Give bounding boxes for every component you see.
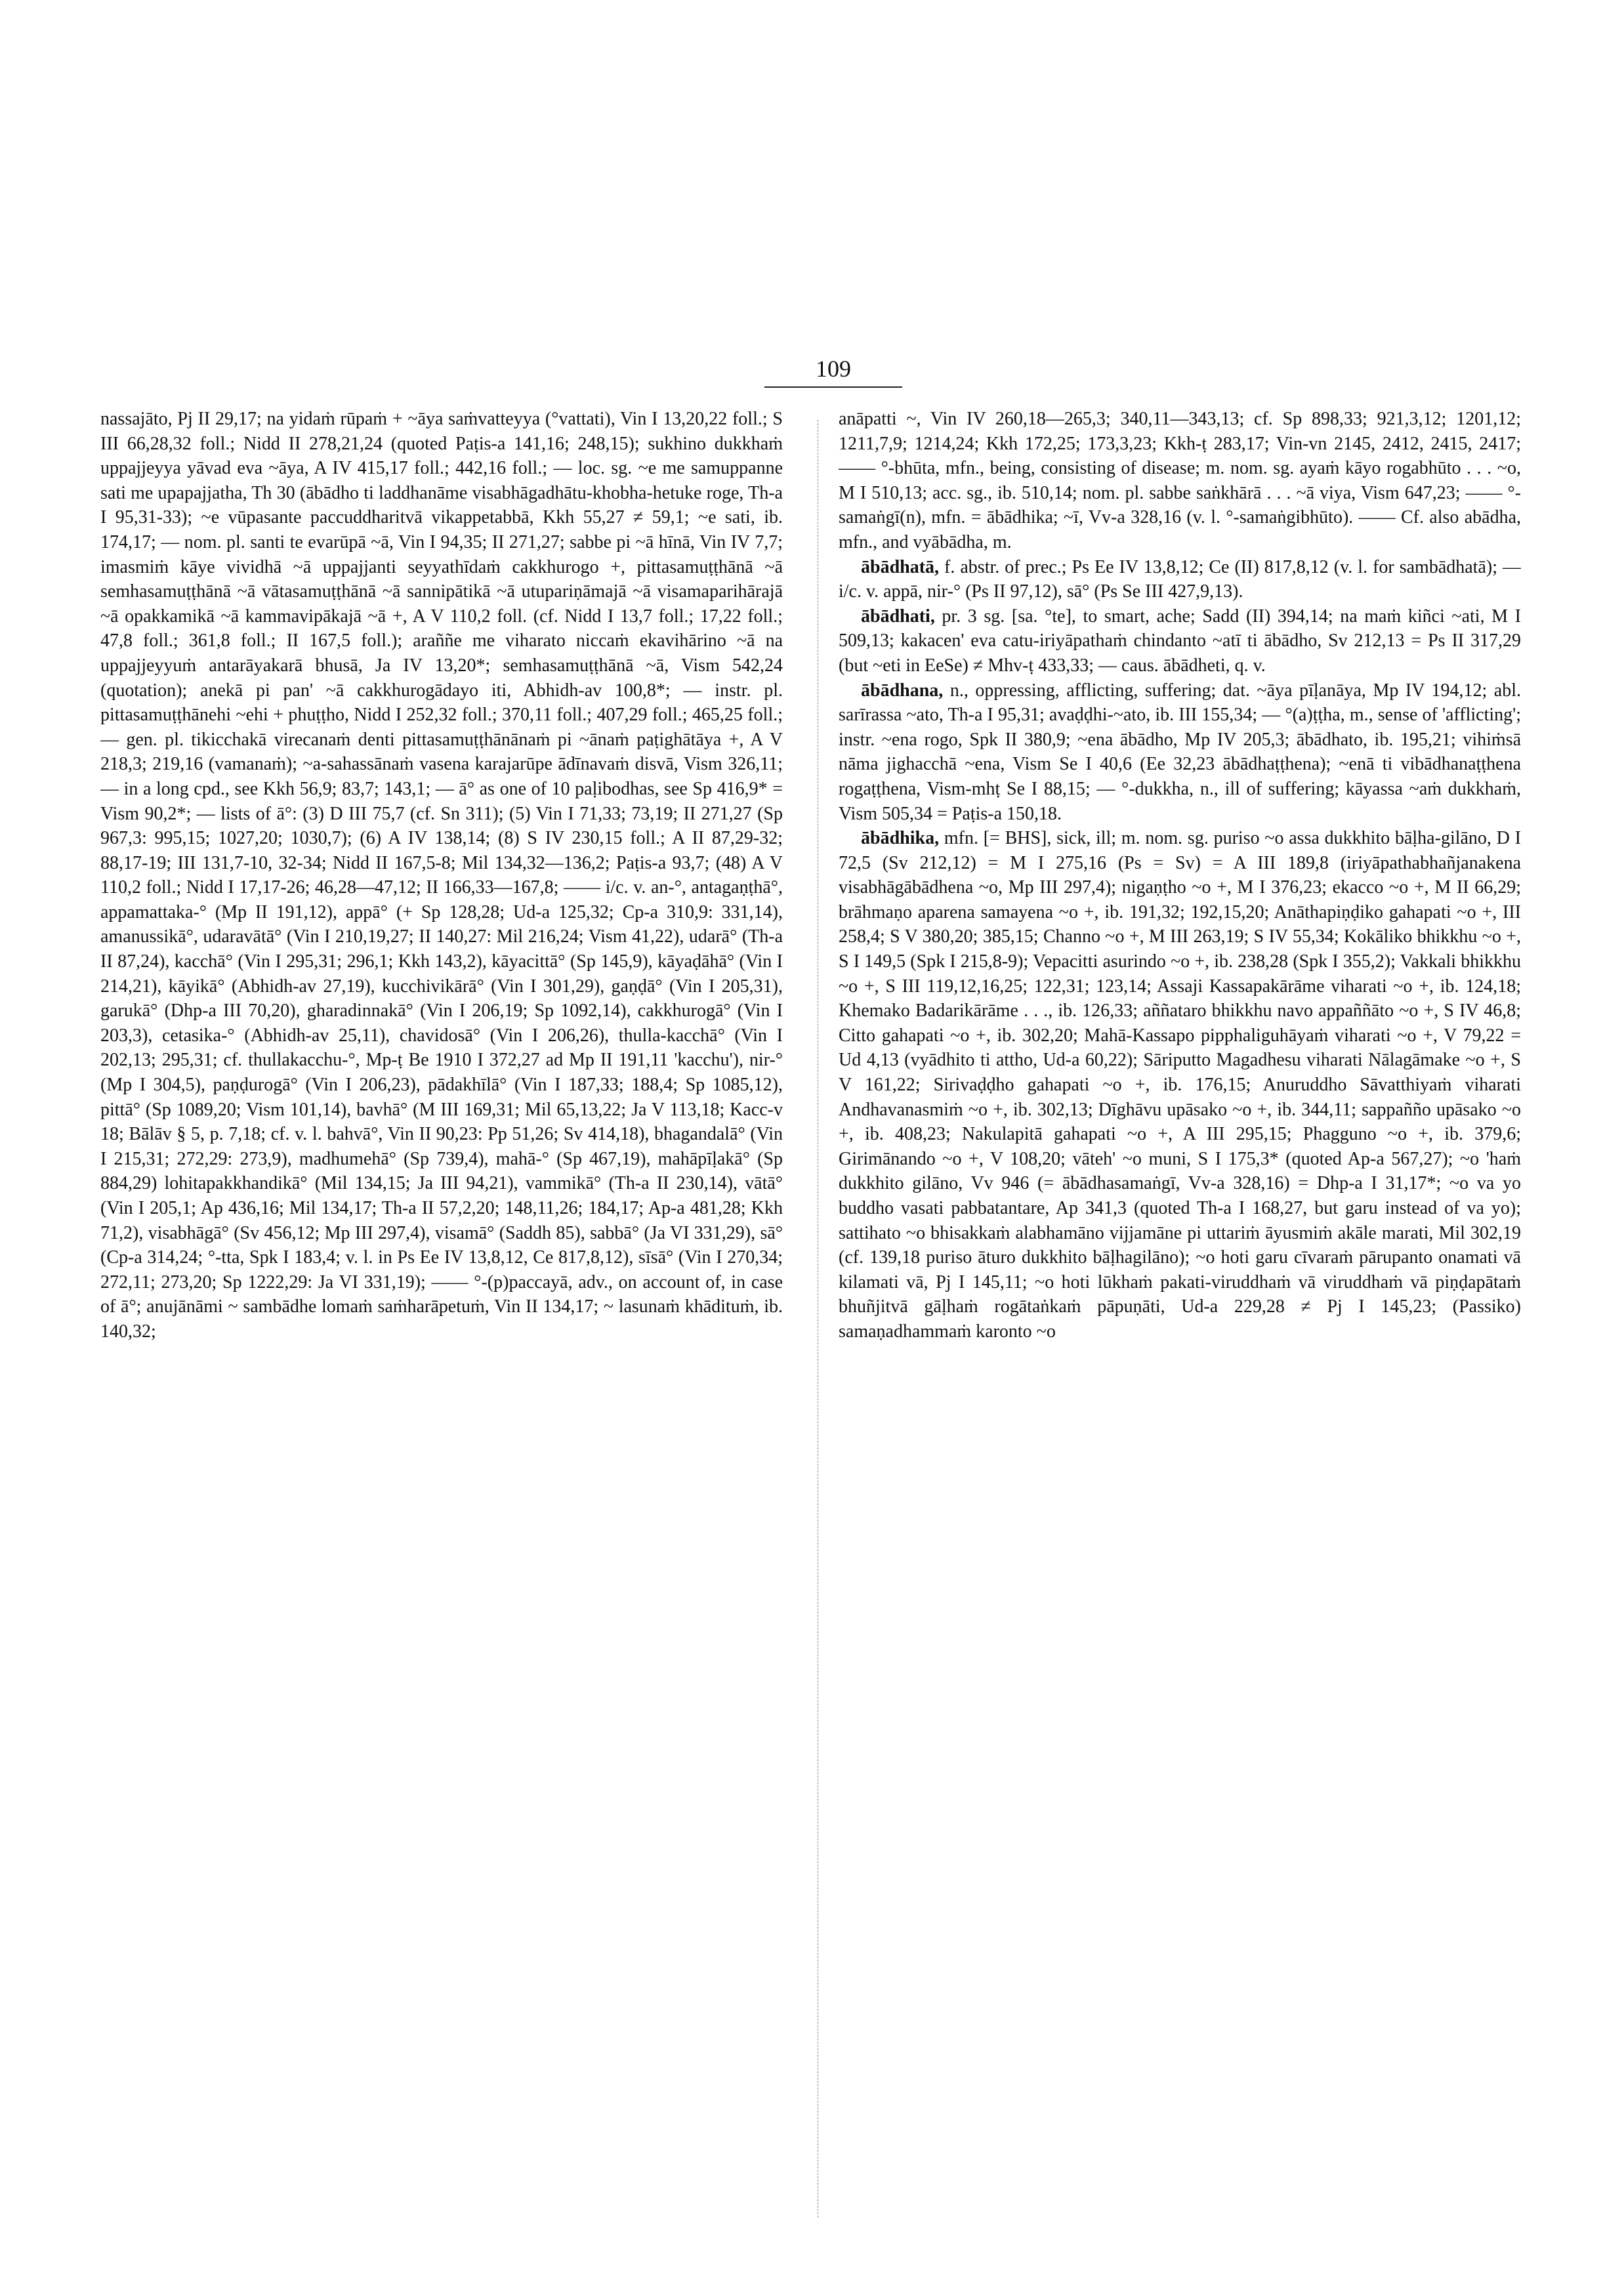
- dictionary-entry: [839, 678, 1521, 827]
- dictionary-entry: [839, 604, 1521, 678]
- entry-text: f. abstr. of prec.; Ps Ee IV 13,8,12; Ce (II) 817,8,12 (v. l. for sambādhatā); — i/c. v. appā, nir-° (Ps II 97,12), sā° (Ps Se III 427,9,13).: [839, 556, 1521, 602]
- entry-headword: ābādhati,: [861, 606, 935, 627]
- entry-text: nassajāto, Pj II 29,17; na yidaṁ rūpaṁ + ~āya saṁvatteyya (°vattati), Vin I 13,20,22 foll.; S III 66,28,32 foll.; Nidd II 278,21,24 (quoted Paṭis-a 141,16; 248,15); sukhino dukkhaṁ uppajjeyya yāvad eva ~āya, A IV 415,17 foll.; 442,16 foll.; — loc. sg. ~e me samuppanne sati me upapajjatha, Th 30 (ābādho ti laddhanāme visabhāgadhātu-khobha-hetuke roge, Th-a I 95,31-33); ~e vūpasante paccuddharitvā vikappetabbā, Kkh 55,27 ≠ 59,1; ~e sati, ib. 174,17; — nom. pl. santi te evarūpā ~ā, Vin I 94,35; II 271,27; sabbe pi ~ā hīnā, Vin IV 7,7; imasmiṁ kāye vividhā ~ā uppajjanti seyyathīdaṁ cakkhurogo +, pittasamuṭṭhānā ~ā semhasamuṭṭhānā ~ā vātasamuṭṭhānā ~ā sannipātikā ~ā utupariṇāmajā ~ā visamaparihārajā ~ā opakkamikā ~ā kammavipākajā ~ā +, A V 110,2 foll. (cf. Nidd I 13,7 foll.; 17,22 foll.; 47,8 foll.; 361,8 foll.; II 167,5 foll.); araññe me viharato niccaṁ ekavihārino ~ā na uppajjeyyuṁ antarāyakarā bhusā, Ja IV 13,20*; semhasamuṭṭhānā ~ā, Vism 542,24 (quotation); anekā pi pan' ~ā cakkhurogādayo iti, Abhidh-av 100,8*; — instr. pl. pittasamuṭṭhānehi ~ehi + phuṭṭho, Nidd I 252,32 foll.; 370,11 foll.; 407,29 foll.; 465,25 foll.; — gen. pl. tikicchakā virecanaṁ denti pittasamuṭṭhānānaṁ pi ~ānaṁ paṭighātāya +, A V 218,3; 219,16 (vamanaṁ); ~a-sahassānaṁ vasena karajarūpe ādīnavaṁ disvā, Vism 326,11; — in a long cpd., see Kkh 56,9; 83,7; 143,1; — ā° as one of 10 paḷibodhas, see Sp 416,9* = Vism 90,2*; — lists of ā°: (3) D III 75,7 (cf. Sn 311); (5) Vin I 71,33; 73,19; II 271,27 (Sp 967,3: 995,15; 1027,20; 1030,7); (6) A IV 138,14; (8) S IV 230,15 foll.; A II 87,29-32; 88,17-19; III 131,7-10, 32-34; Nidd II 167,5-8; Mil 134,32—136,2; Paṭis-a 93,7; (48) A V 110,2 foll.; Nidd I 17,17-26; 46,28—47,12; II 166,33—167,8; —— i/c. v. an-°, antagaṇṭhā°, appamattaka-° (Mp II 191,12), appā° (+ Sp 128,28; Ud-a 125,32; Cp-a 310,9: 331,14), amanussikā°, udaravātā° (Vin I 210,19,27; II 140,27: Mil 216,24; Vism 41,22), udarā° (Th-a II 87,24), kacchā° (Vin I 295,31; 296,1; Kkh 143,2), kāyacittā° (Sp 145,9), kāyaḍāhā° (Vin I 214,21), kāyikā° (Abhidh-av 27,19), kucchivikārā° (Vin I 301,29), gaṇḍā° (Vin I 205,31), garukā° (Dhp-a III 70,20), gharadinnakā° (Vin I 206,19; Sp 1092,14), cakkhurogā° (Vin I 203,3), cetasika-° (Abhidh-av 25,11), chavidosā° (Vin I 206,26), thulla-kacchā° (Vin I 202,13; 295,31; cf. thullakacchu-°, Mp-ṭ Be 1910 I 372,27 ad Mp II 191,11 'kacchu'), nir-° (Mp I 304,5), paṇḍurogā° (Vin I 206,23), pādakhīlā° (Vin I 187,33; 188,4; Sp 1085,12), pittā° (Sp 1089,20; Vism 101,14), bavhā° (M III 169,31; Mil 65,13,22; Ja V 113,18; Kacc-v 18; Bālāv § 5, p. 7,18; cf. v. l. bahvā°, Vin II 90,23: Pp 51,26; Sv 414,18), bhagandalā° (Vin I 215,31; 272,29: 273,9), madhumehā° (Sp 739,4), mahā-° (Sp 467,19), mahāpīḷakā° (Sp 884,29) lohitapakkhandikā° (Mil 134,15; Ja III 94,21), vammikā° (Th-a II 230,14), vātā° (Vin I 205,1; Ap 436,16; Mil 134,17; Th-a II 57,2,20; 148,11,26; 184,17; Ap-a 481,28; Kkh 71,2), visabhāgā° (Sv 456,12; Mp III 297,4), visamā° (Saddh 85), sabbā° (Ja VI 331,29), sā° (Cp-a 314,24; °-tta, Spk I 183,4; v. l. in Ps Ee IV 13,8,12, Ce 817,8,12), sīsā° (Vin I 270,34; 272,11; 273,20; Sp 1222,29: Ja VI 331,19); —— °-(p)paccayā, adv., on account of, in case of ā°; anujānāmi ~ sambādhe lomaṁ saṁharāpetuṁ, Vin II 134,17; ~ lasunaṁ khādituṁ, ib. 140,32;: [100, 409, 783, 1342]
- page-number: 109: [816, 356, 851, 382]
- entry-headword: ābādhika,: [861, 828, 940, 849]
- entry-text: n., oppressing, afflicting, suffering; dat. ~āya pīḷanāya, Mp IV 194,12; abl. sarīrassa ~ato, Th-a I 95,31; avaḍḍhi-~ato, ib. III 155,34; — °(a)ṭṭha, m., sense of 'afflicting'; instr. ~ena rogo, Spk II 380,9; ~ena ābādho, Mp IV 205,3; ābādhato, ib. 195,21; vihiṁsā nāma jighacchā ~ena, Vism Se I 40,6 (Ee 32,23 ābādhaṭṭhena); ~enā ti vibādhanaṭṭhena rogaṭṭhena, Vism-mhṭ Se I 88,15; — °-dukkha, n., ill of suffering; kāyassa ~aṁ dukkhaṁ, Vism 505,34 = Paṭis-a 150,18.: [839, 680, 1521, 824]
- left-column: [100, 407, 783, 2270]
- entry-text: pr. 3 sg. [sa. °te], to smart, ache; Sadd (II) 394,14; na maṁ kiñci ~ati, M I 509,13; kakacen' eva catu-iriyāpathaṁ chindanto ~atī ti ābādho, Sv 212,13 = Ps II 317,29 (but ~eti in EeSe) ≠ Mhv-ṭ 433,33; — caus. ābādheti, q. v.: [839, 606, 1521, 676]
- header-rule: [764, 386, 902, 388]
- dictionary-entry: [839, 826, 1521, 1344]
- dictionary-entry: [100, 407, 783, 1344]
- right-column: [839, 407, 1521, 2270]
- dictionary-entry: [839, 407, 1521, 555]
- entry-text: mfn. [= BHS], sick, ill; m. nom. sg. puriso ~o assa dukkhito bāḷha-gilāno, D I 72,5 (Sv 212,12) = M I 275,16 (Ps = Sv) = A III 189,8 (iriyāpathabhañjanakena visabhāgābādhena ~o, Mp III 297,4); nigaṇṭho ~o +, M I 376,23; ekacco ~o +, M II 66,29; brāhmaṇo aparena samayena ~o +, ib. 191,32; 192,15,20; Anāthapiṇḍiko gahapati ~o +, III 258,4; S V 380,20; 385,15; Channo ~o +, M III 263,19; S IV 55,34; Kokāliko bhikkhu ~o +, S I 149,5 (Spk I 215,8-9); Vepacitti asurindo ~o +, ib. 238,28 (Spk I 355,2); Vakkali bhikkhu ~o +, S III 119,12,16,25; 122,31; 123,14; Assaji Kassapakārāme viharati ~o +, ib. 124,18; Khemako Badarikārāme . . ., ib. 126,33; aññataro bhikkhu navo appaññāto ~o +, S IV 46,8; Citto gahapati ~o +, ib. 302,20; Mahā-Kassapo pipphaliguhāyaṁ viharati ~o +, V 79,22 = Ud 4,13 (vyādhito ti attho, Ud-a 60,22); Sāriputto Magadhesu viharati Nālagāmake ~o +, S V 161,22; Sirivaḍḍho gahapati ~o +, ib. 176,15; Anuruddho Sāvatthiyaṁ viharati Andhavanasmiṁ ~o +, ib. 302,13; Dīghāvu upāsako ~o +, ib. 344,11; sappañño upāsako ~o +, ib. 408,23; Nakulapitā gahapati ~o +, A III 295,15; Phagguno ~o +, ib. 379,6; Girimānando ~o +, V 108,20; vāteh' ~o muni, S I 175,3* (quoted Ap-a 567,27); ~o 'haṁ dukkhito gilāno, Vv 946 (= ābādhasamaṅgī, Vv-a 328,16) = Dhp-a I 31,17*; ~o va yo buddho vasati pabbatantare, Ap 341,3 (quoted Th-a I 168,27, but garu instead of va yo); sattihato ~o bhisakkaṁ alabhamāno vijjamāne pi uttariṁ āyusmiṁ akāle marati, Mil 302,19 (cf. 139,18 puriso āturo dukkhito bāḷhagilāno); ~o hoti garu cīvaraṁ pārupanto onamati vā kilamati vā, Pj I 145,11; ~o hoti lūkhaṁ pakati-viruddhaṁ vā viruddhaṁ vā piṇḍapātaṁ bhuñjitvā gāḷhaṁ rogātaṅkaṁ pāpuṇāti, Ud-a 229,28 ≠ Pj I 145,23; (Passiko) samaṇadhammaṁ karonto ~o: [839, 828, 1521, 1342]
- dictionary-entry: [839, 555, 1521, 604]
- entry-text: anāpatti ~, Vin IV 260,18—265,3; 340,11—343,13; cf. Sp 898,33; 921,3,12; 1201,12; 1211,7,9; 1214,24; Kkh 172,25; 173,3,23; Kkh-ṭ 283,17; Vin-vn 2145, 2412, 2415, 2417; —— °-bhūta, mfn., being, consisting of disease; m. nom. sg. ayaṁ kāyo rogabhūto . . . ~o, M I 510,13; acc. sg., ib. 510,14; nom. pl. sabbe saṅkhārā . . . ~ā viya, Vism 647,23; —— °-samaṅgī(n), mfn. = ābādhika; ~ī, Vv-a 328,16 (v. l. °-samaṅgibhūto). —— Cf. also abādha, mfn., and vyābādha, m.: [839, 409, 1521, 552]
- entry-headword: ābādhatā,: [861, 556, 940, 577]
- entry-headword: ābādhana,: [861, 680, 944, 701]
